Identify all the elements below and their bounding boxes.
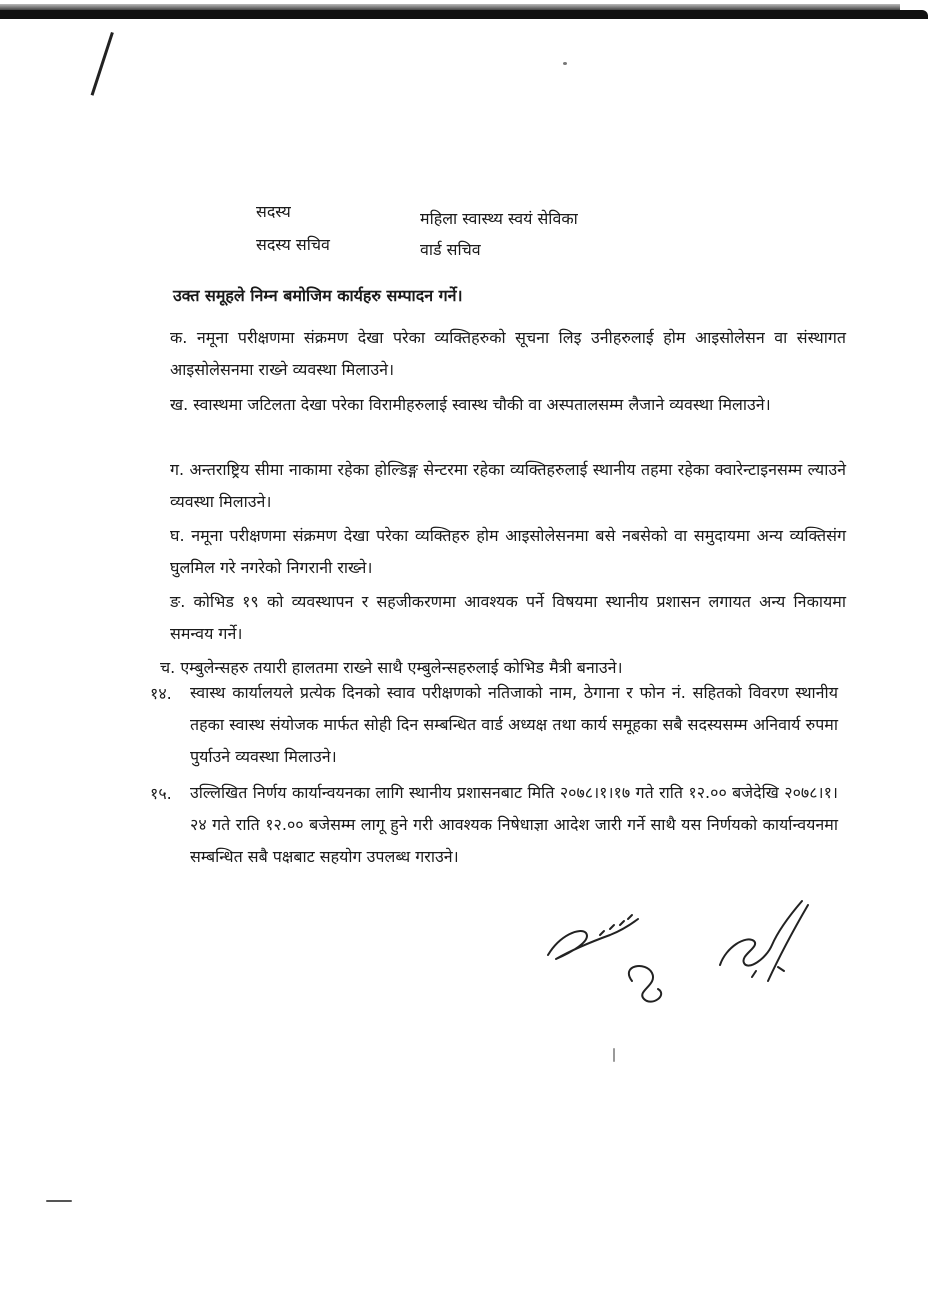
signature-1 [548,919,638,959]
task-item: क. नमूना परीक्षणमा संक्रमण देखा परेका व्यक्तिहरुको सूचना लिइ उनीहरुलाई होम आइसोलेसन वा संस्थागत आइसोलेसनमा राख्ने व्यवस्था मिलाउने। [170,328,846,379]
pen-stroke-mark [91,32,114,96]
member-label: सदस्य [256,202,291,221]
group-heading: उक्त समूहले निम्न बमोजिम कार्यहरु सम्पादन गर्ने। [173,286,463,305]
scan-edge [0,10,928,19]
task-item: ग. अन्तराष्ट्रिय सीमा नाकामा रहेका होल्डिङ्ग सेन्टरमा रहेका व्यक्तिहरुलाई स्थानीय तहमा रहेका क्वारेन्टाइनसम्म ल्याउने व्यवस्था मिलाउने। [170,460,846,511]
scan-speck [46,1200,72,1202]
decision-text: स्वास्थ कार्यालयले प्रत्येक दिनको स्वाव परीक्षणको नतिजाको नाम, ठेगाना र फोन नं. सहितको विवरण स्थानीय तहका स्वास्थ संयोजक मार्फत सोही दिन सम्बन्धित वार्ड अध्यक्ष तथा कार्य समूहका सबै सदस्यसम्म अनिवार्य रुपमा पुर्याउने व्यवस्था मिलाउने। [190,683,838,766]
member-label: सदस्य सचिव [256,235,330,254]
signature-2 [629,966,661,1002]
decision-number: १४. [150,684,172,703]
scan-speck [613,1048,615,1062]
scan-top-edge [0,0,940,22]
member-value: वार्ड सचिव [420,240,481,259]
scan-speck [563,62,567,65]
task-item: ख. स्वास्थमा जटिलता देखा परेका विरामीहरुलाई स्वास्थ चौकी वा अस्पतालसम्म लैजाने व्यवस्था मिलाउने। [170,395,771,414]
handwritten-signatures [540,895,840,1015]
task-item: ङ. कोभिड १९ को व्यवस्थापन र सहजीकरणमा आवश्यक पर्ने विषयमा स्थानीय प्रशासन लगायत अन्य निकायमा समन्वय गर्ने। [170,592,846,643]
task-item: च. एम्बुलेन्सहरु तयारी हालतमा राख्ने साथै एम्बुलेन्सहरुलाई कोभिड मैत्री बनाउने। [160,658,623,677]
signature-3-stroke [752,905,808,981]
decision-number: १५. [150,784,172,803]
signature-3 [720,901,802,966]
member-value: महिला स्वास्थ्य स्वयं सेविका [420,209,578,228]
task-item: घ. नमूना परीक्षणमा संक्रमण देखा परेका व्यक्तिहरु होम आइसोलेसनमा बसे नबसेको वा समुदायमा अन्य व्यक्तिसंग घुलमिल गरे नगरेको निगरानी राख्ने। [170,526,846,577]
decision-text: उल्लिखित निर्णय कार्यान्वयनका लागि स्थानीय प्रशासनबाट मिति २०७८।१।१७ गते राति १२.०० बजेदेखि २०७८।१।२४ गते राति १२.०० बजेसम्म लागू हुने गरी आवश्यक निषेधाज्ञा आदेश जारी गर्ने साथै यस निर्णयको कार्यान्वयनमा सम्बन्धित सबै पक्षबाट सहयोग उपलब्ध गराउने। [190,783,838,866]
